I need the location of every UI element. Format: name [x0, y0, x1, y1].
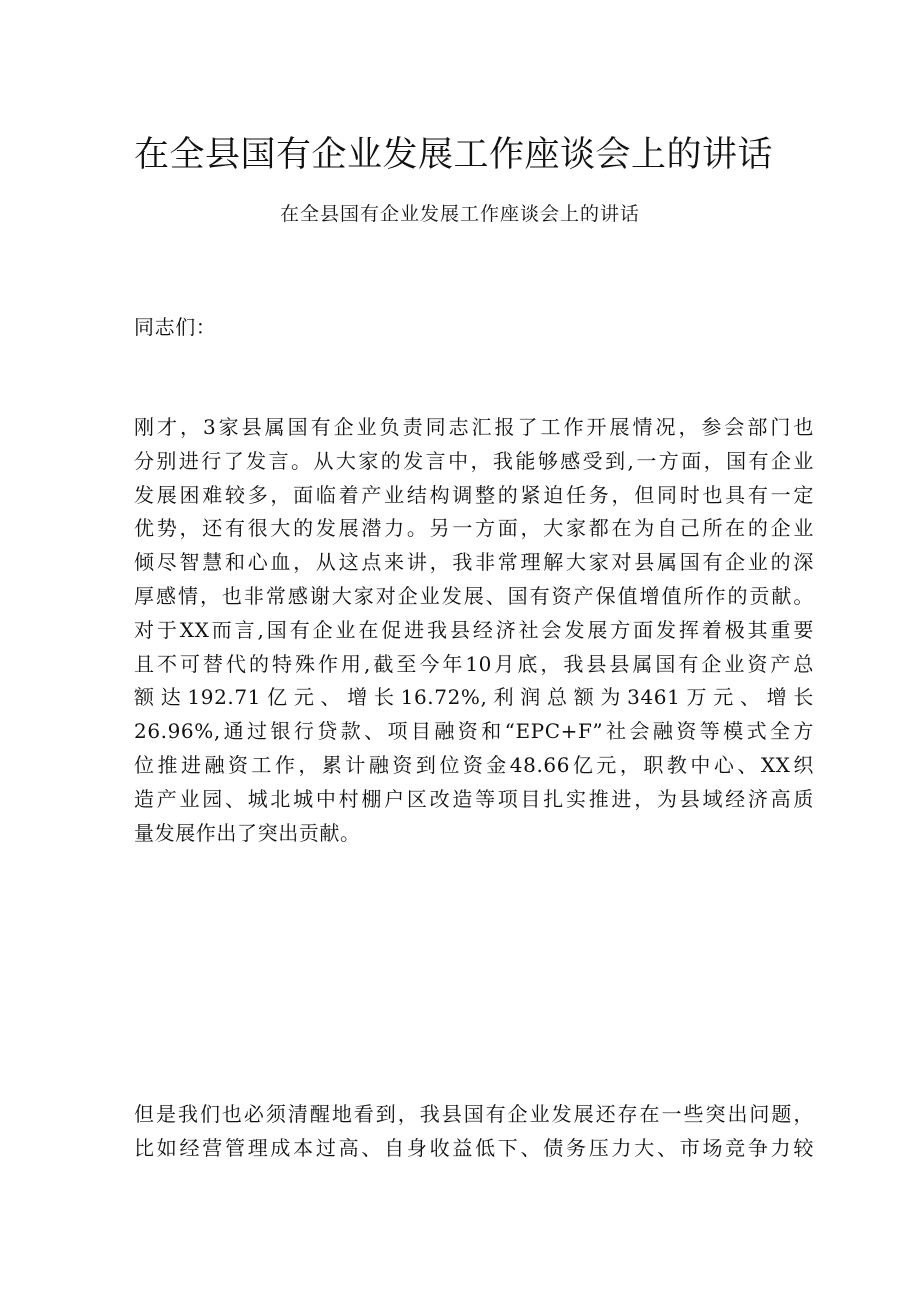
paragraph-line: 倾尽智慧和心血，从这点来讲，我非常理解大家对县属国有企业的深 — [134, 550, 814, 575]
paragraph-line: 造产业园、城北城中村棚户区改造等项目扎实推进，为县域经济高质 — [134, 786, 814, 811]
salutation: 同志们： — [134, 315, 217, 339]
document-title: 在全县国有企业发展工作座谈会上的讲话 — [134, 135, 774, 175]
paragraph-2 — [134, 1098, 814, 1166]
paragraph-line: 分别进行了发言。从大家的发言中，我能够感受到,一方面，国有企业 — [134, 448, 814, 473]
paragraph-line: 且不可替代的特殊作用,截至今年10月底，我县县属国有企业资产总 — [134, 651, 814, 676]
paragraph-line: 比如经营管理成本过高、自身收益低下、债务压力大、市场竞争力较 — [134, 1135, 814, 1160]
paragraph-line: 位推进融资工作，累计融资到位资金48.66亿元，职教中心、XX织 — [134, 752, 814, 777]
paragraph-line: 厚感情，也非常感谢大家对企业发展、国有资产保值增值所作的贡献。 — [134, 583, 814, 608]
document-subtitle: 在全县国有企业发展工作座谈会上的讲话 — [279, 203, 640, 225]
paragraph-line: 额达192.71亿元、增长16.72%,利润总额为3461万元、增长 — [134, 685, 814, 710]
paragraph-line: 但是我们也必须清醒地看到，我县国有企业发展还存在一些突出问题， — [134, 1102, 814, 1126]
paragraph-line: 26.96%,通过银行贷款、项目融资和“EPC+F”社会融资等模式全方 — [134, 719, 814, 744]
paragraph-line: 优势，还有很大的发展潜力。另一方面，大家都在为自己所在的企业 — [134, 516, 814, 541]
paragraph-line: 刚才，3家县属国有企业负责同志汇报了工作开展情况，参会部门也 — [134, 415, 814, 439]
paragraph-1 — [134, 411, 814, 850]
paragraph-line: 发展困难较多，面临着产业结构调整的紧迫任务，但同时也具有一定 — [134, 482, 814, 507]
paragraph-line: 对于XX而言,国有企业在促进我县经济社会发展方面发挥着极其重要 — [134, 617, 814, 642]
paragraph-line: 量发展作出了突出贡献。 — [134, 820, 361, 845]
